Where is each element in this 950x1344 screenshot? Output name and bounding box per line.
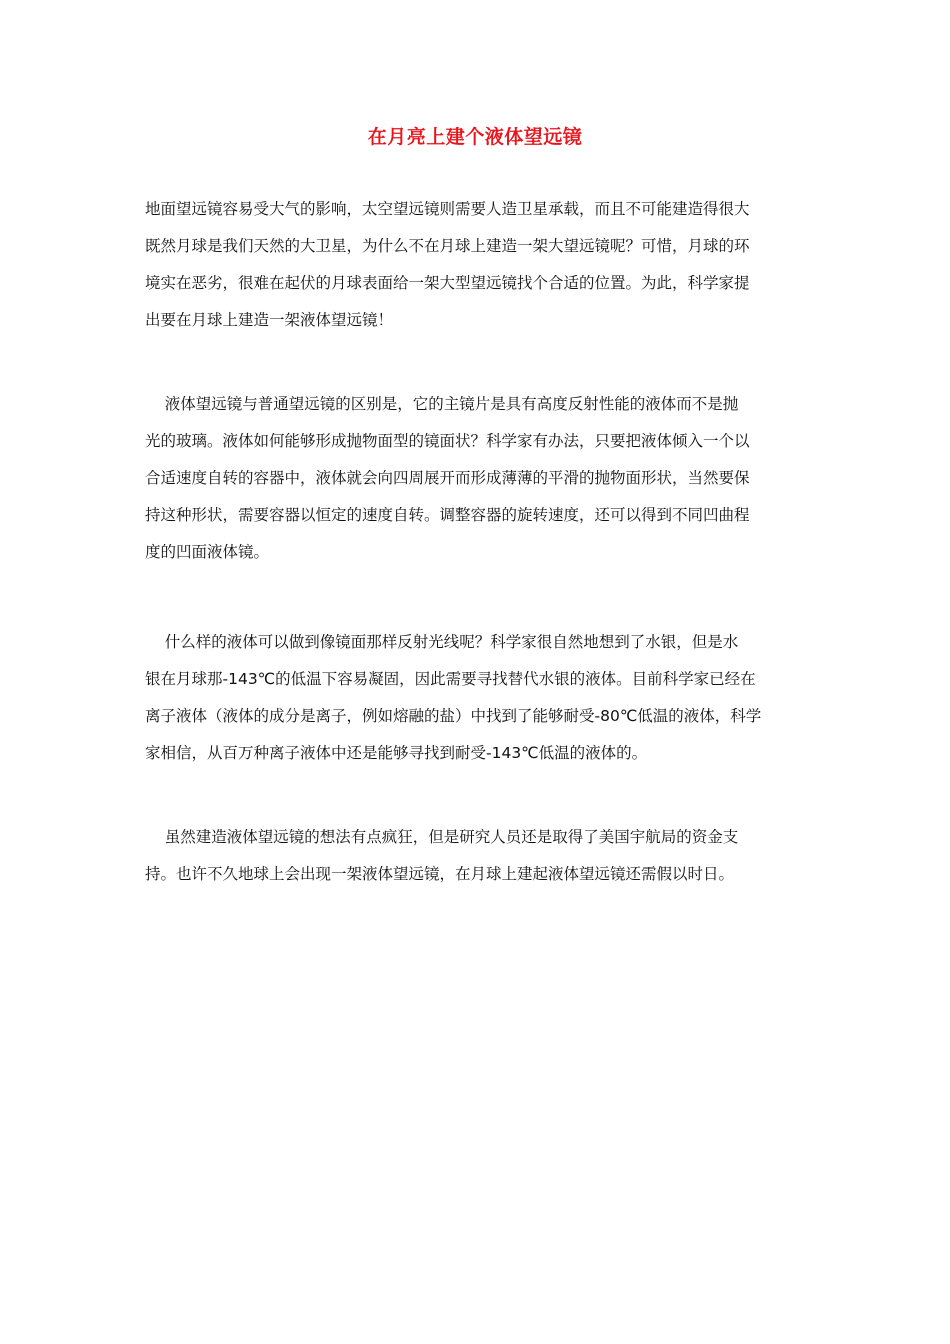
paragraph-line: 持。也许不久地球上会出现一架液体望远镜，在月球上建起液体望远镜还需假以时日。 xyxy=(145,865,735,883)
paragraph-line: 光的玻璃。液体如何能够形成抛物面型的镜面状？科学家有办法，只要把液体倾入一个以 xyxy=(145,432,750,450)
paragraph-line: 什么样的液体可以做到像镜面那样反射光线呢？科学家很自然地想到了水银，但是水 xyxy=(145,633,739,651)
paragraph-4 xyxy=(145,819,810,893)
paragraph-line: 家相信，从百万种离子液体中还是能够寻找到耐受-143℃低温的液体的。 xyxy=(145,744,648,762)
paragraph-line: 液体望远镜与普通望远镜的区别是，它的主镜片是具有高度反射性能的液体而不是抛 xyxy=(145,395,739,413)
paragraph-line: 虽然建造液体望远镜的想法有点疯狂，但是研究人员还是取得了美国宇航局的资金支 xyxy=(145,828,739,846)
document-title: 在月亮上建个液体望远镜 xyxy=(367,126,583,148)
paragraph-line: 地面望远镜容易受大气的影响，太空望远镜则需要人造卫星承载，而且不可能建造得很大 xyxy=(145,200,750,218)
paragraph-line: 持这种形状，需要容器以恒定的速度自转。调整容器的旋转速度，还可以得到不同凹曲程 xyxy=(145,506,750,524)
paragraph-1 xyxy=(145,191,810,339)
paragraph-line: 既然月球是我们天然的大卫星，为什么不在月球上建造一架大望远镜呢？可惜，月球的环 xyxy=(145,237,750,255)
paragraph-line: 境实在恶劣，很难在起伏的月球表面给一架大型望远镜找个合适的位置。为此，科学家提 xyxy=(145,274,750,292)
paragraph-line: 银在月球那-143℃的低温下容易凝固，因此需要寻找替代水银的液体。目前科学家已经在 xyxy=(145,670,756,688)
paragraph-line: 离子液体（液体的成分是离子，例如熔融的盐）中找到了能够耐受-80℃低温的液体，科学 xyxy=(145,707,762,725)
paragraph-line: 度的凹面液体镜。 xyxy=(145,543,270,561)
paragraph-line: 合适速度自转的容器中，液体就会向四周展开而形成薄薄的平滑的抛物面形状，当然要保 xyxy=(145,469,750,487)
paragraph-line: 出要在月球上建造一架液体望远镜！ xyxy=(145,311,394,329)
paragraph-3 xyxy=(145,624,810,772)
paragraph-2 xyxy=(145,386,810,571)
